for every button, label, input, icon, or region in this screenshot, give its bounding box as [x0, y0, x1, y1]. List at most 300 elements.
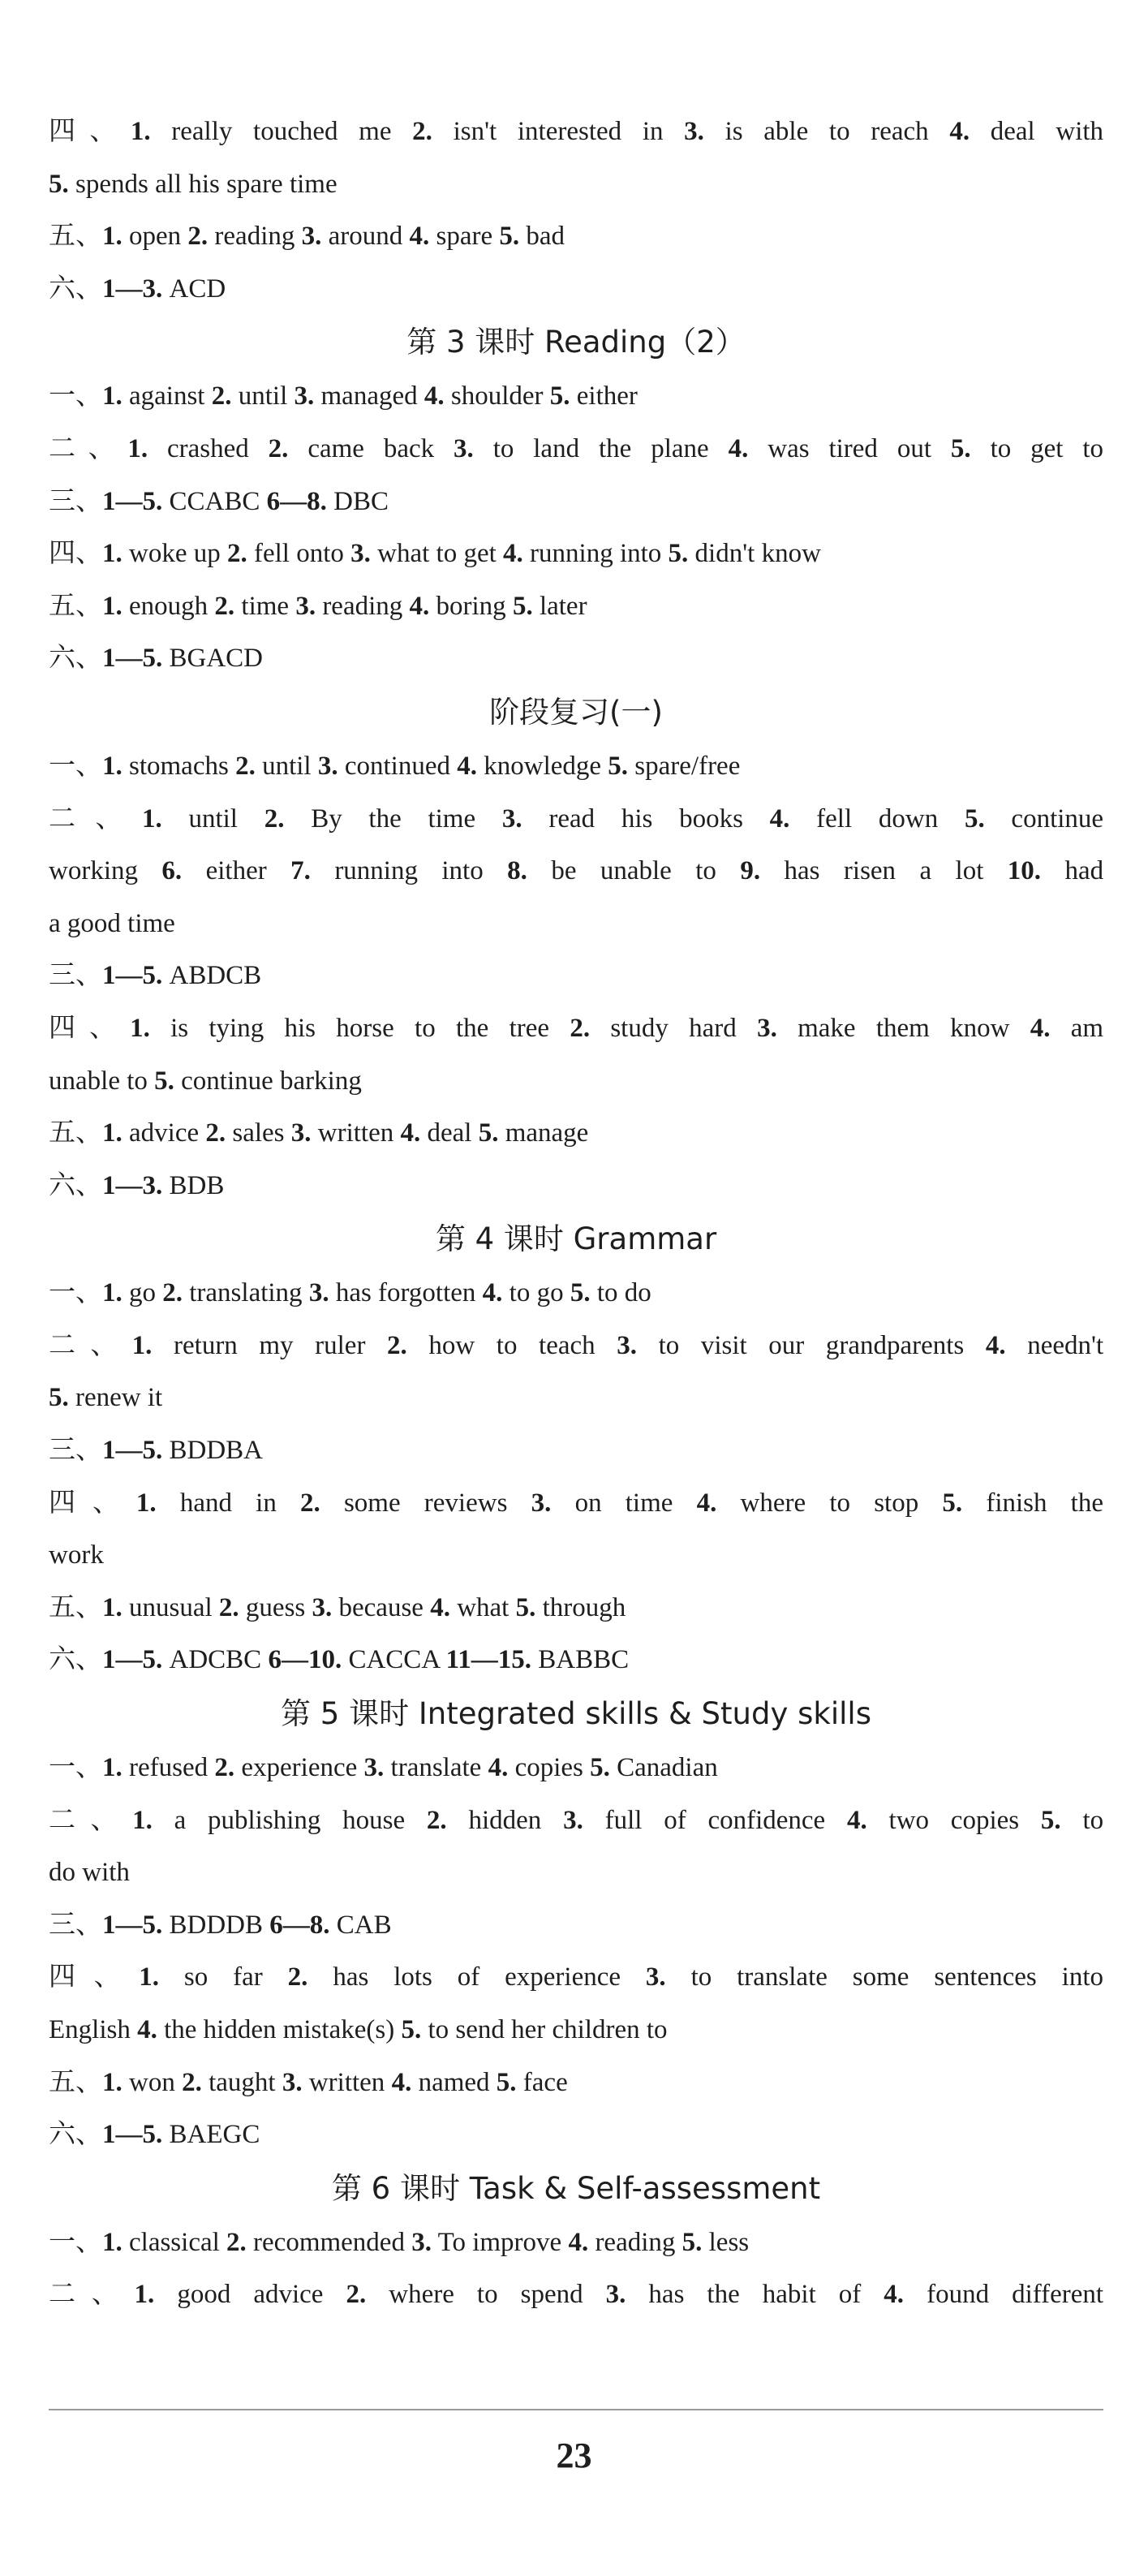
answer-line [49, 476, 1103, 528]
answer-line [49, 1424, 1103, 1477]
answer-line [49, 1742, 1103, 1794]
answer-text: English [49, 2015, 131, 2044]
answer-text: make them know [798, 1013, 1010, 1043]
item-number: 4. [409, 591, 430, 621]
answer-line [49, 1267, 1103, 1320]
item-number: 5. [49, 169, 69, 199]
item-number: 1. [127, 433, 148, 463]
item-number: 1. [102, 1753, 123, 1783]
item-number: 2. [287, 1962, 308, 1992]
answer-line [49, 1899, 1103, 1952]
answer-text: return my ruler [174, 1330, 366, 1360]
section-heading: 第 3 课时 Reading（2） [406, 325, 746, 360]
item-number: 3. [645, 1962, 666, 1992]
answer-text: sales [232, 1118, 285, 1148]
item-number: 5. [49, 1383, 69, 1413]
answer-text: 六、 [49, 2120, 102, 2150]
item-number: 3. [411, 2227, 432, 2257]
answer-line [49, 793, 1103, 846]
answer-text: written [308, 2067, 385, 2097]
answer-text: stomachs [129, 751, 229, 781]
item-number: 5. [950, 433, 971, 463]
answer-text: go [129, 1278, 156, 1308]
answer-text: boring [436, 591, 506, 621]
item-number: 5. [590, 1753, 610, 1783]
answer-text: 三、 [49, 1910, 102, 1940]
answer-text: running into [530, 539, 662, 569]
item-number: 1. [135, 1488, 157, 1518]
answer-text: what to get [377, 539, 497, 569]
item-number: 3. [563, 1805, 583, 1835]
item-number: 2. [218, 1592, 239, 1622]
answer-text: deal [427, 1118, 472, 1148]
answer-text: 二、 [49, 1805, 133, 1835]
answer-text: 四、 [49, 117, 131, 146]
item-number: 6. [161, 856, 183, 886]
answer-line [49, 423, 1103, 476]
answer-text: work [49, 1540, 104, 1570]
answer-line [49, 2004, 1103, 2057]
answer-text: isn't interested in [453, 117, 664, 146]
answer-text: where to stop [740, 1488, 919, 1518]
answer-text: working [49, 856, 138, 886]
answer-line [49, 1107, 1103, 1160]
answer-text: classical [129, 2227, 220, 2257]
answer-text: 一、 [49, 1278, 102, 1308]
answer-text: 一、 [49, 751, 102, 781]
answer-line [49, 1160, 1103, 1213]
section-heading: 第 5 课时 Integrated skills & Study skills [281, 1696, 871, 1732]
item-number: 4. [884, 2280, 905, 2310]
answer-text: translating [189, 1278, 303, 1308]
answer-text: what [457, 1592, 510, 1622]
answer-text: less [708, 2227, 750, 2257]
item-number: 3. [501, 803, 522, 834]
answer-line [49, 1477, 1103, 1530]
item-number: 1. [102, 1592, 123, 1622]
item-number: 5. [496, 2067, 517, 2097]
answer-text: later [539, 591, 587, 621]
answer-text: spare/free [634, 751, 741, 781]
answer-text: guess [245, 1592, 306, 1622]
item-number: 5. [964, 803, 985, 834]
answer-text: BGACD [169, 644, 264, 674]
item-number: 2. [187, 222, 209, 252]
item-number: 1. [102, 591, 123, 621]
answer-text: so far [183, 1962, 263, 1992]
answer-text: enough [129, 591, 209, 621]
item-number: 4. [847, 1805, 867, 1835]
answer-text: against [129, 381, 205, 411]
answer-text: CACCA [348, 1645, 440, 1675]
answer-line [49, 1846, 1103, 1899]
answer-line [49, 2216, 1103, 2269]
answer-text: 四、 [49, 539, 102, 569]
answer-text: either [205, 856, 267, 886]
item-number: 7. [290, 856, 311, 886]
answer-text: continue barking [181, 1066, 362, 1096]
item-number: 3. [301, 222, 322, 252]
answer-text: 三、 [49, 1436, 102, 1466]
item-number: 3. [363, 1753, 385, 1783]
item-number: 11—15. [445, 1645, 532, 1675]
item-number: 3. [290, 1118, 312, 1148]
item-number: 2. [412, 117, 432, 146]
answer-text: spends all his spare time [75, 169, 338, 199]
answer-text: managed [320, 381, 418, 411]
item-number: 2. [182, 2067, 202, 2097]
item-number: 1. [102, 381, 123, 411]
item-number: 5. [478, 1118, 499, 1148]
answer-text: good advice [177, 2280, 324, 2310]
answer-text: reading [214, 222, 295, 252]
answer-line [49, 2268, 1103, 2321]
answer-text: ADCBC [169, 1645, 262, 1675]
answer-text: ABDCB [169, 961, 262, 991]
answer-text: recommended [253, 2227, 405, 2257]
item-number: 2. [570, 1013, 591, 1043]
answer-text: 二、 [49, 433, 128, 463]
item-number: 4. [391, 2067, 412, 2097]
item-number: 3. [282, 2067, 303, 2097]
answer-text: has lots of experience [333, 1962, 621, 1992]
answer-text: 六、 [49, 1170, 102, 1200]
item-number: 5. [570, 1278, 591, 1308]
item-number: 1—3. [102, 274, 163, 304]
answer-text: 四、 [49, 1962, 140, 1992]
item-number: 4. [430, 1592, 450, 1622]
answer-text: was tired out [767, 433, 932, 463]
answer-text: crashed [166, 433, 249, 463]
answer-text: 一、 [49, 1753, 102, 1783]
answer-text: reading [595, 2227, 676, 2257]
item-number: 2. [264, 803, 285, 834]
item-number: 4. [482, 1278, 503, 1308]
answer-line [49, 1951, 1103, 2004]
item-number: 9. [740, 856, 761, 886]
item-number: 3. [454, 433, 474, 463]
item-number: 1. [130, 1013, 150, 1043]
answer-text: because [338, 1592, 424, 1622]
item-number: 2. [226, 539, 247, 569]
answer-text: 四、 [49, 1488, 136, 1518]
item-number: 4. [409, 222, 430, 252]
answer-text: to send her children to [428, 2015, 668, 2044]
answer-text: won [129, 2067, 175, 2097]
answer-text: a good time [49, 908, 175, 938]
item-number: 4. [400, 1118, 421, 1148]
answer-text: manage [505, 1118, 589, 1148]
item-number: 1—5. [102, 2120, 163, 2150]
item-number: 1—5. [102, 961, 163, 991]
item-number: 5. [668, 539, 689, 569]
item-number: 3. [605, 2280, 626, 2310]
answer-text: unusual [129, 1592, 213, 1622]
item-number: 5. [1040, 1805, 1061, 1835]
answer-text: 五、 [49, 591, 102, 621]
footer-rule [49, 2409, 1103, 2410]
item-number: 3. [617, 1330, 637, 1360]
item-number: 5. [681, 2227, 703, 2257]
answer-text: didn't know [694, 539, 821, 569]
item-number: 1. [141, 803, 162, 834]
answer-text: woke up [129, 539, 221, 569]
item-number: 4. [1030, 1013, 1051, 1043]
answer-text: 六、 [49, 1645, 102, 1675]
answer-text: to translate some sentences into [690, 1962, 1103, 1992]
item-number: 4. [488, 1753, 509, 1783]
answer-text: CCABC [169, 486, 260, 516]
item-number: 4. [949, 117, 970, 146]
answer-text: face [522, 2067, 568, 2097]
item-number: 6—8. [269, 1910, 330, 1940]
answer-line [49, 740, 1103, 793]
item-number: 1—3. [102, 1170, 163, 1200]
item-number: 4. [137, 2015, 157, 2044]
item-number: 4. [985, 1330, 1006, 1360]
answer-text: 三、 [49, 486, 102, 516]
answer-line [49, 528, 1103, 580]
answer-text: To improve [437, 2227, 562, 2257]
answer-line [49, 1055, 1103, 1108]
answer-text: DBC [333, 486, 389, 516]
answer-line [49, 263, 1103, 316]
answer-text: 六、 [49, 274, 102, 304]
answer-line [49, 1529, 1103, 1582]
answer-line [49, 1320, 1103, 1372]
item-number: 5. [515, 1592, 536, 1622]
item-number: 1. [102, 2067, 123, 2097]
answer-text: until [188, 803, 238, 834]
item-number: 3. [317, 751, 338, 781]
answer-text: translate [390, 1753, 482, 1783]
answer-text: really touched me [171, 117, 392, 146]
answer-text: where to spend [389, 2280, 583, 2310]
item-number: 2. [387, 1330, 407, 1360]
answer-text: 二、 [49, 1330, 132, 1360]
section-heading: 阶段复习(一) [489, 694, 663, 730]
answer-line [49, 1634, 1103, 1686]
answer-text: BABBC [538, 1645, 630, 1675]
item-number: 5. [942, 1488, 963, 1518]
answer-text: By the time [311, 803, 476, 834]
answer-text: am [1070, 1013, 1103, 1043]
answer-text: 五、 [49, 1592, 102, 1622]
answer-line [49, 2109, 1103, 2161]
item-number: 2. [426, 1805, 447, 1835]
item-number: 1. [131, 1330, 153, 1360]
answer-text: found different [927, 2280, 1103, 2310]
answer-text: named [418, 2067, 490, 2097]
answer-line [49, 898, 1103, 950]
item-number: 3. [294, 381, 315, 411]
answer-text: needn't [1027, 1330, 1103, 1360]
item-number: 1. [102, 1118, 123, 1148]
answer-text: has forgotten [335, 1278, 476, 1308]
item-number: 1—5. [102, 644, 163, 674]
item-number: 1. [132, 1805, 153, 1835]
answer-text: BDDDB [169, 1910, 264, 1940]
answer-line [49, 2057, 1103, 2109]
answer-text: 三、 [49, 961, 102, 991]
item-number: 4. [457, 751, 477, 781]
item-number: 2. [214, 591, 235, 621]
item-number: 5. [608, 751, 629, 781]
answer-text: continue [1011, 803, 1103, 834]
answer-text: BDB [169, 1170, 225, 1200]
item-number: 1. [102, 1278, 123, 1308]
item-number: 10. [1007, 856, 1042, 886]
answer-text: to land the plane [492, 433, 709, 463]
answer-text: 二、 [49, 803, 142, 834]
answer-line [49, 845, 1103, 898]
answer-text: be unable to [551, 856, 716, 886]
answer-text: BDDBA [169, 1436, 264, 1466]
item-number: 8. [507, 856, 527, 886]
answer-line [49, 1794, 1103, 1847]
item-number: 6—8. [266, 486, 327, 516]
item-number: 1. [130, 117, 151, 146]
answer-text: came back [307, 433, 435, 463]
answer-text: has the habit of [648, 2280, 862, 2310]
answer-line [49, 1002, 1103, 1055]
item-number: 4. [769, 803, 790, 834]
answer-text: around [328, 222, 403, 252]
item-number: 6—10. [268, 1645, 342, 1675]
answer-line [49, 950, 1103, 1002]
answer-text: to get to [990, 433, 1103, 463]
answer-text: is able to reach [724, 117, 929, 146]
page-number: 23 [556, 2436, 592, 2475]
answer-text: 四、 [49, 1013, 131, 1043]
answer-line [49, 370, 1103, 423]
item-number: 3. [757, 1013, 777, 1043]
answer-text: running into [334, 856, 484, 886]
answer-text: knowledge [484, 751, 602, 781]
answer-text: BAEGC [169, 2120, 260, 2150]
item-number: 5. [499, 222, 520, 252]
item-number: 2. [205, 1118, 226, 1148]
answer-text: hand in [179, 1488, 277, 1518]
answer-text: on time [574, 1488, 673, 1518]
answer-text: 二、 [49, 2280, 135, 2310]
answer-text: 五、 [49, 2067, 102, 2097]
answer-text: until [262, 751, 312, 781]
item-number: 1. [139, 1962, 160, 1992]
item-number: 1. [102, 222, 123, 252]
answer-text: to visit our grandparents [658, 1330, 965, 1360]
answer-text: 一、 [49, 381, 102, 411]
item-number: 3. [350, 539, 371, 569]
answer-text: shoulder [450, 381, 544, 411]
answer-text: finish the [986, 1488, 1103, 1518]
item-number: 2. [346, 2280, 367, 2310]
answer-text: read his books [548, 803, 743, 834]
answer-text: to [1082, 1805, 1103, 1835]
answer-line [49, 210, 1103, 263]
answer-text: copies [514, 1753, 583, 1783]
item-number: 5. [401, 2015, 422, 2044]
answer-text: do with [49, 1858, 130, 1888]
item-number: 1—5. [102, 1910, 163, 1940]
section-heading: 第 4 课时 Grammar [435, 1221, 717, 1257]
item-number: 3. [531, 1488, 552, 1518]
item-number: 1. [102, 751, 123, 781]
item-number: 4. [728, 433, 749, 463]
answer-text: deal with [990, 117, 1103, 146]
answer-text: continued [344, 751, 450, 781]
item-number: 4. [696, 1488, 717, 1518]
item-number: 2. [226, 2227, 247, 2257]
item-number: 3. [308, 1278, 329, 1308]
answer-text: how to teach [428, 1330, 595, 1360]
answer-text: fell onto [253, 539, 344, 569]
answer-line [49, 1372, 1103, 1424]
answer-text: open [129, 222, 182, 252]
item-number: 5. [154, 1066, 174, 1096]
answer-text: full of confidence [604, 1805, 826, 1835]
item-number: 1. [102, 539, 123, 569]
item-number: 3. [295, 591, 316, 621]
answer-line [49, 106, 1103, 158]
answer-text: until [238, 381, 288, 411]
answer-text: taught [209, 2067, 276, 2097]
answer-text: either [576, 381, 638, 411]
answer-line [49, 580, 1103, 633]
answer-text: 六、 [49, 644, 102, 674]
answer-text: is tying his horse to the tree [170, 1013, 550, 1043]
item-number: 1. [102, 2227, 123, 2257]
answer-text: ACD [169, 274, 226, 304]
answer-text: fell down [816, 803, 939, 834]
item-number: 1. [134, 2280, 155, 2310]
answer-text: through [542, 1592, 626, 1622]
item-number: 2. [162, 1278, 183, 1308]
answer-text: 五、 [49, 222, 102, 252]
answer-text: Canadian [617, 1753, 718, 1783]
answer-text: to do [596, 1278, 651, 1308]
answer-text: some reviews [343, 1488, 508, 1518]
item-number: 3. [684, 117, 704, 146]
item-number: 2. [214, 1753, 235, 1783]
answer-text: refused [129, 1753, 209, 1783]
answer-text: time [241, 591, 290, 621]
item-number: 2. [211, 381, 232, 411]
answer-line [49, 158, 1103, 211]
item-number: 5. [512, 591, 533, 621]
answer-text: two copies [888, 1805, 1020, 1835]
answer-text: 一、 [49, 2227, 102, 2257]
answer-text: to go [509, 1278, 564, 1308]
answer-text: spare [436, 222, 493, 252]
item-number: 4. [568, 2227, 589, 2257]
answer-text: had [1064, 856, 1103, 886]
answer-text: study hard [610, 1013, 737, 1043]
answer-text: has risen a lot [784, 856, 984, 886]
answer-text: the hidden mistake(s) [164, 2015, 395, 2044]
item-number: 1—5. [102, 486, 163, 516]
answer-text: hidden [468, 1805, 542, 1835]
section-heading: 第 6 课时 Task & Self-assessment [331, 2170, 821, 2206]
answer-text: a publishing house [174, 1805, 406, 1835]
answer-line [49, 1582, 1103, 1635]
answer-text: reading [322, 591, 403, 621]
item-number: 4. [503, 539, 523, 569]
item-number: 2. [268, 433, 289, 463]
answer-line [49, 632, 1103, 685]
answer-text: bad [526, 222, 565, 252]
answer-text: 五、 [49, 1118, 102, 1148]
